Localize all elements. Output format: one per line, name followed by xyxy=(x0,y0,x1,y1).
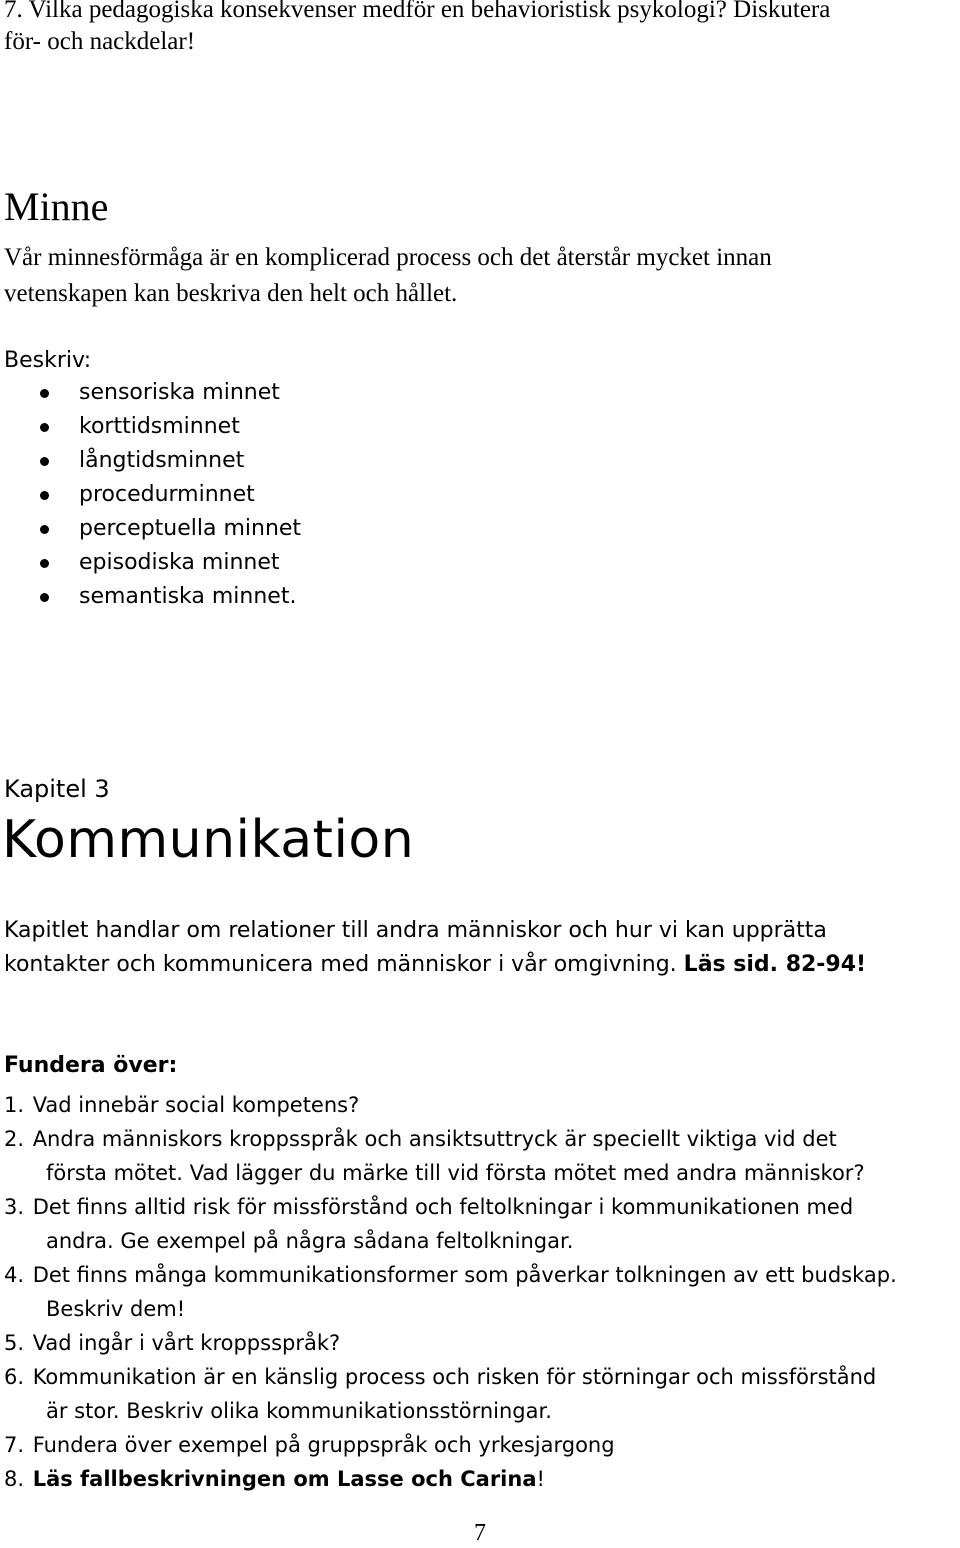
bullet-icon xyxy=(40,423,49,432)
list-item: 4. Det finns många kommunikationsformer som påverkar tolkningen av ett budskap. Beskriv dem! xyxy=(4,1263,897,1321)
list-item: korttidsminnet xyxy=(0,410,301,444)
page-number: 7 xyxy=(474,1520,486,1546)
case-description-instruction: Läs fallbeskrivningen om Lasse och Carina xyxy=(32,1467,537,1491)
minne-intro xyxy=(4,240,772,312)
section-heading-minne: Minne xyxy=(4,184,109,229)
list-item: perceptuella minnet xyxy=(0,512,301,546)
list-item: 7. Fundera över exempel på gruppspråk och yrkesjargong xyxy=(4,1433,615,1457)
previous-question-line2: för- och nackdelar! xyxy=(4,28,196,55)
chapter-description-line2: kontakter och kommunicera med människor i vår omgivning. Läs sid. 82-94! xyxy=(4,952,867,977)
beskriv-label: Beskriv: xyxy=(4,348,92,373)
list-item: semantiska minnet. xyxy=(0,580,301,614)
list-item: 8. Läs fallbeskrivningen om Lasse och Carina! xyxy=(4,1467,545,1491)
previous-question-line1: 7. Vilka pedagogiska konsekvenser medför en behavioristisk psykologi? Diskutera xyxy=(4,0,831,23)
previous-question xyxy=(4,0,830,58)
bullet-icon xyxy=(40,389,49,398)
chapter-label: Kapitel 3 xyxy=(4,775,110,803)
list-item: 2. Andra människors kroppsspråk och ansiktsuttryck är speciellt viktiga vid det första mötet. Vad lägger du märke till vid första mötet med andra människor? xyxy=(4,1127,865,1185)
list-item: episodiska minnet xyxy=(0,546,301,580)
list-item: procedurminnet xyxy=(0,478,301,512)
question-list xyxy=(4,1088,897,1496)
bullet-icon xyxy=(40,457,49,466)
bullet-icon xyxy=(40,559,49,568)
list-item: 6. Kommunikation är en känslig process och risken för störningar och missförstånd är stor. Beskriv olika kommunikationsstörningar. xyxy=(4,1365,877,1423)
list-item: långtidsminnet xyxy=(0,444,301,478)
chapter-title: Kommunikation xyxy=(2,810,415,870)
bullet-icon xyxy=(40,491,49,500)
minne-intro-line2: vetenskapen kan beskriva den helt och hållet. xyxy=(4,280,458,307)
bullet-icon xyxy=(40,593,49,602)
bullet-icon xyxy=(40,525,49,534)
chapter-description xyxy=(4,914,866,982)
reading-reference: Läs sid. 82-94! xyxy=(683,952,867,977)
chapter-description-line1: Kapitlet handlar om relationer till andra människor och hur vi kan upprätta xyxy=(4,918,827,943)
list-item: 3. Det finns alltid risk för missförstånd och feltolkningar i kommunikationen med andra. Ge exempel på några sådana feltolkningar. xyxy=(4,1195,854,1253)
fundera-heading: Fundera över: xyxy=(4,1053,178,1078)
minne-intro-line1: Vår minnesförmåga är en komplicerad process och det återstår mycket innan xyxy=(4,244,772,271)
list-item: 5. Vad ingår i vårt kroppsspråk? xyxy=(4,1331,341,1355)
memory-types-list xyxy=(0,376,301,614)
list-item: 1. Vad innebär social kompetens? xyxy=(4,1093,360,1117)
list-item: sensoriska minnet xyxy=(0,376,301,410)
